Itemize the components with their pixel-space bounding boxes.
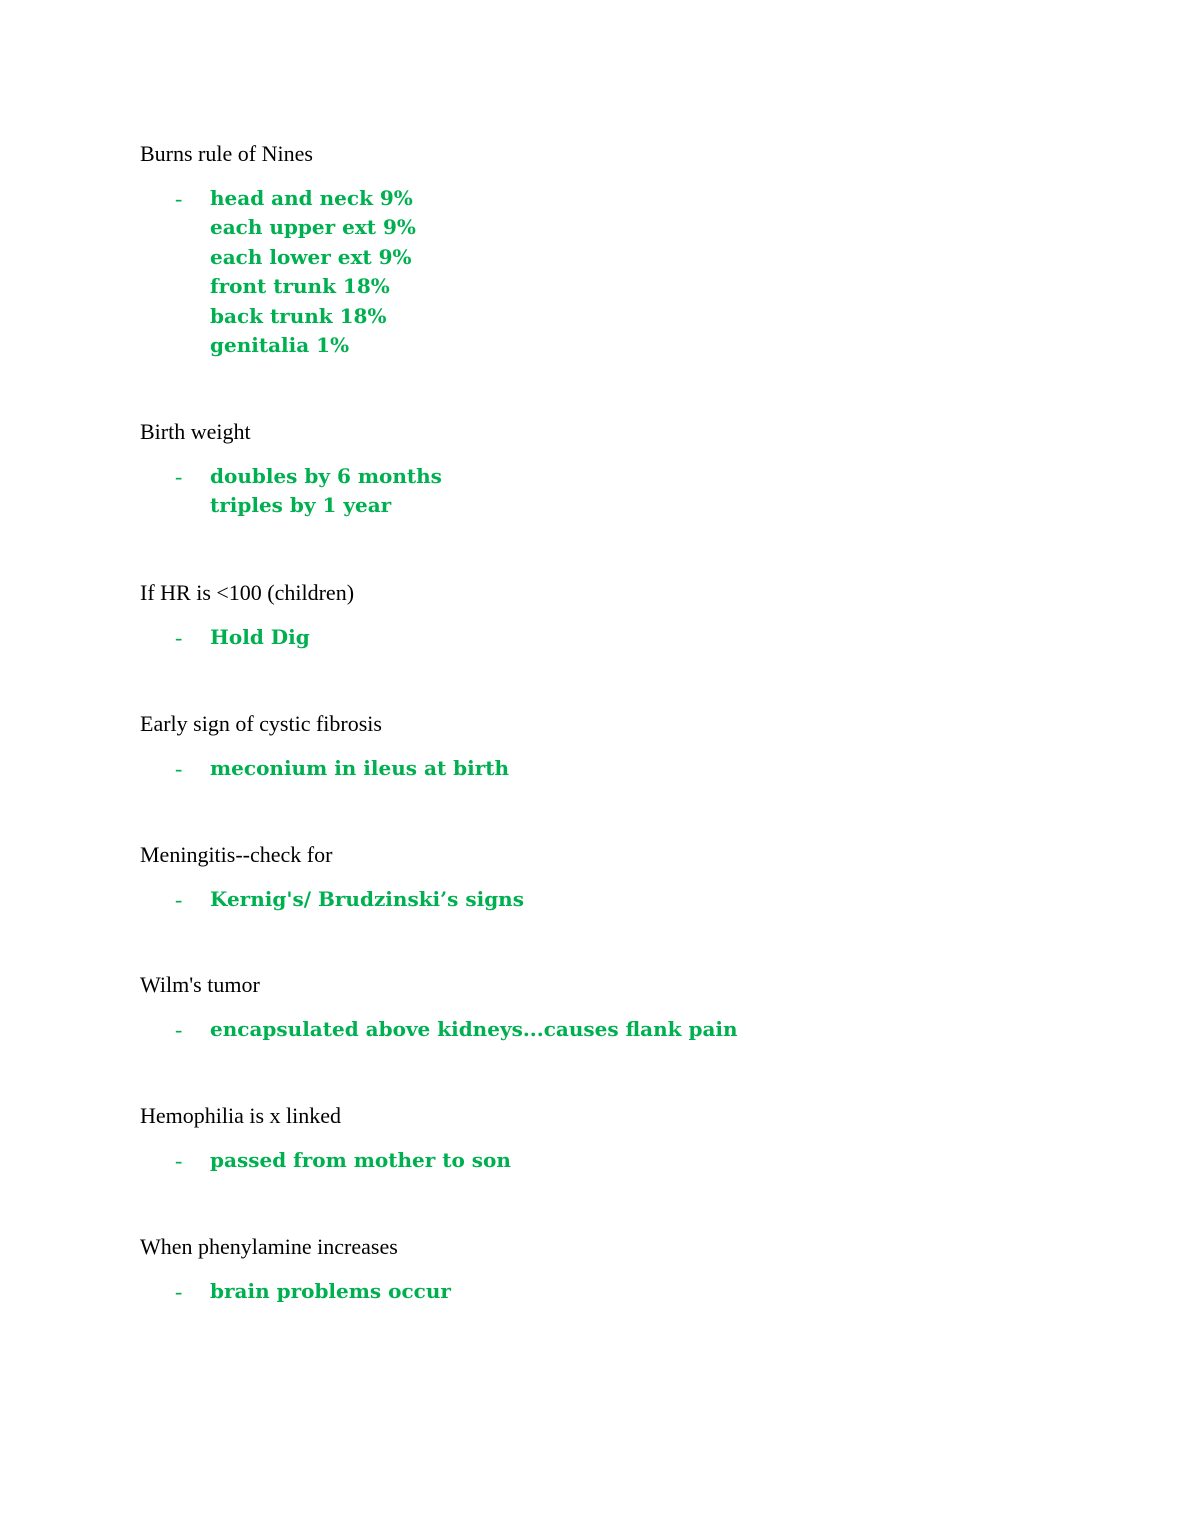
bullet-item <box>140 1277 1120 1306</box>
section-heading: Hemophilia is x linked <box>140 1103 342 1128</box>
answer-line: Hold Dig <box>210 625 310 649</box>
section-heart-rate <box>140 578 1120 652</box>
section-heading: Meningitis--check for <box>140 842 333 867</box>
bullet-dash: - <box>175 464 183 489</box>
answer-line: each upper ext 9% <box>210 215 416 240</box>
answer-line: back trunk 18% <box>210 303 387 328</box>
bullet-item <box>140 1146 1120 1175</box>
bullet-dash: - <box>175 1279 183 1304</box>
answer-line: front trunk 18% <box>210 274 390 299</box>
bullet-item <box>140 184 1120 360</box>
answer-line: head and neck 9% <box>210 186 413 210</box>
section-heading: Wilm's tumor <box>140 972 260 997</box>
answer-line: brain problems occur <box>210 1279 451 1303</box>
bullet-item <box>140 754 1120 783</box>
section-heading: If HR is <100 (children) <box>140 580 355 605</box>
bullet-item <box>140 462 1120 521</box>
bullet-dash: - <box>175 186 183 211</box>
bullet-dash: - <box>175 887 183 912</box>
answer-line: doubles by 6 months <box>210 464 442 488</box>
section-hemophilia <box>140 1101 1120 1175</box>
section-wilms-tumor <box>140 970 1120 1044</box>
section-phenylamine <box>140 1232 1120 1306</box>
section-meningitis <box>140 840 1120 914</box>
bullet-dash: - <box>175 625 183 650</box>
bullet-item <box>140 885 1120 914</box>
section-heading: Early sign of cystic fibrosis <box>140 711 382 736</box>
bullet-dash: - <box>175 1148 183 1173</box>
answer-line: genitalia 1% <box>210 333 350 358</box>
bullet-dash: - <box>175 756 183 781</box>
answer-line: triples by 1 year <box>210 493 392 518</box>
section-heading: When phenylamine increases <box>140 1234 398 1259</box>
bullet-item <box>140 1015 1120 1044</box>
section-cystic-fibrosis <box>140 709 1120 783</box>
answer-line: encapsulated above kidneys...causes flank pain <box>210 1017 738 1041</box>
answer-line: meconium in ileus at birth <box>210 756 510 780</box>
section-birth-weight <box>140 417 1120 521</box>
answer-line: Kernig's/ Brudzinski’s signs <box>210 887 524 911</box>
answer-line: passed from mother to son <box>210 1148 511 1172</box>
answer-line: each lower ext 9% <box>210 244 412 269</box>
section-heading: Birth weight <box>140 419 251 444</box>
bullet-dash: - <box>175 1017 183 1042</box>
section-burns-rule-of-nines <box>140 139 1120 360</box>
section-heading: Burns rule of Nines <box>140 141 313 166</box>
bullet-item <box>140 623 1120 652</box>
